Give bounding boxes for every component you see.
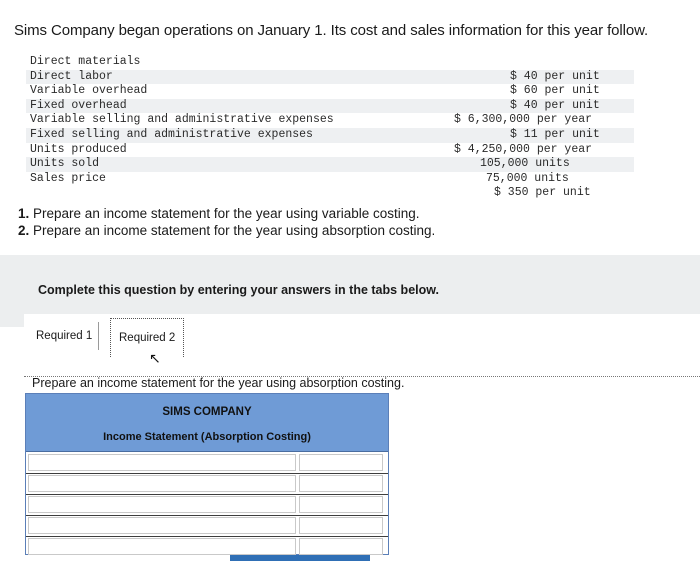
problem-intro: Sims Company began operations on January 1. Its cost and sales information for this year follow. bbox=[14, 22, 649, 39]
info-value: $ 6,300,000 per year bbox=[454, 113, 593, 127]
question-item bbox=[18, 205, 435, 222]
info-value: 75,000 units bbox=[486, 171, 569, 185]
question-list bbox=[18, 205, 435, 239]
info-row-direct-materials bbox=[26, 55, 634, 70]
statement-row bbox=[26, 452, 388, 474]
info-value: $ 40 per unit bbox=[510, 69, 600, 83]
info-value: $ 40 per unit bbox=[510, 98, 600, 112]
info-label: Variable overhead bbox=[30, 84, 148, 98]
bottom-accent-bar bbox=[230, 555, 370, 561]
info-value: $ 4,250,000 per year bbox=[454, 142, 593, 156]
instructions-text: Complete this question by entering your answers in the tabs below. bbox=[38, 283, 439, 297]
statement-title: Income Statement (Absorption Costing) bbox=[103, 431, 311, 443]
info-label: Units produced bbox=[30, 142, 127, 156]
line-item-input[interactable] bbox=[28, 517, 296, 534]
amount-input[interactable] bbox=[299, 475, 383, 492]
amount-input[interactable] bbox=[299, 538, 383, 555]
info-value: 105,000 units bbox=[480, 157, 570, 171]
info-row-extra bbox=[26, 186, 634, 201]
statement-row bbox=[26, 515, 388, 537]
info-value: $ 11 per unit bbox=[510, 127, 600, 141]
mouse-cursor-icon: ↖ bbox=[149, 350, 161, 366]
info-row-direct-labor bbox=[26, 70, 634, 85]
statement-row bbox=[26, 473, 388, 495]
tab-panel bbox=[24, 314, 700, 384]
info-row-units-produced bbox=[26, 143, 634, 158]
line-item-input[interactable] bbox=[28, 454, 296, 471]
amount-input[interactable] bbox=[299, 454, 383, 471]
info-row-units-sold bbox=[26, 157, 634, 172]
info-label: Units sold bbox=[30, 157, 100, 171]
statement-row bbox=[26, 494, 388, 516]
question-number: 2. bbox=[18, 223, 30, 238]
question-number: 1. bbox=[18, 206, 30, 221]
amount-input[interactable] bbox=[299, 496, 383, 513]
tab-required-2[interactable]: Required 2 bbox=[110, 318, 184, 357]
info-row-sales-price bbox=[26, 172, 634, 187]
amount-input[interactable] bbox=[299, 517, 383, 534]
info-label: Variable selling and administrative expenses bbox=[30, 113, 334, 127]
tab-required-1[interactable]: Required 1 bbox=[30, 322, 99, 350]
info-label: Fixed selling and administrative expenses bbox=[30, 127, 313, 141]
statement-header bbox=[26, 394, 388, 452]
info-label: Direct materials bbox=[30, 55, 141, 68]
question-text: Prepare an income statement for the year using absorption costing. bbox=[33, 223, 436, 238]
statement-row bbox=[26, 536, 388, 557]
info-value: $ 350 per unit bbox=[494, 186, 591, 200]
info-row-fixed-overhead bbox=[26, 99, 634, 114]
line-item-input[interactable] bbox=[28, 538, 296, 555]
info-label: Sales price bbox=[30, 171, 106, 185]
line-item-input[interactable] bbox=[28, 496, 296, 513]
question-text: Prepare an income statement for the year using variable costing. bbox=[33, 206, 420, 221]
question-item bbox=[18, 222, 435, 239]
info-row-variable-overhead bbox=[26, 84, 634, 99]
statement-company: SIMS COMPANY bbox=[162, 406, 252, 418]
info-row-fixed-selling bbox=[26, 128, 634, 143]
cost-info-table bbox=[26, 55, 634, 201]
line-item-input[interactable] bbox=[28, 475, 296, 492]
income-statement-table bbox=[25, 393, 389, 555]
info-row-variable-selling bbox=[26, 113, 634, 128]
info-label: Fixed overhead bbox=[30, 98, 127, 112]
tab-prompt: Prepare an income statement for the year using absorption costing. bbox=[32, 376, 405, 390]
info-label: Direct labor bbox=[30, 69, 113, 83]
info-value: $ 60 per unit bbox=[510, 84, 600, 98]
